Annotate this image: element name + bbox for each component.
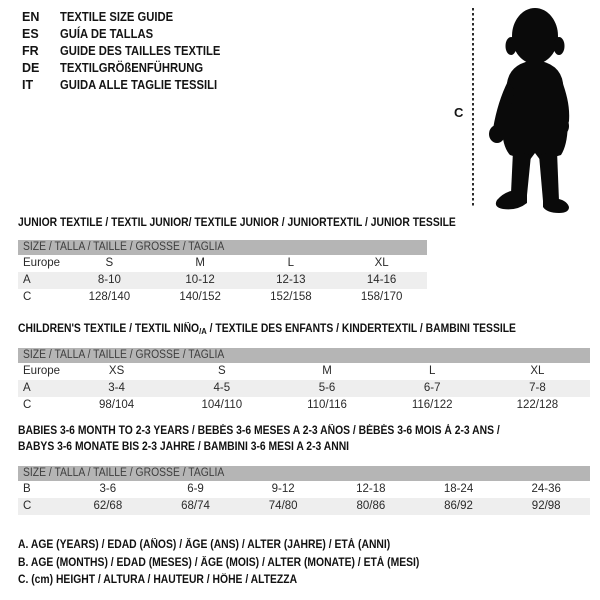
- table-title-text: [18, 423, 500, 439]
- footnote-row: [18, 555, 464, 573]
- table-cell: 7-8: [529, 382, 546, 394]
- height-measure-dotted-line: [472, 8, 474, 208]
- table-cell: 92/98: [531, 500, 561, 512]
- table-cell: 10-12: [185, 274, 215, 286]
- table-cell: 128/140: [88, 291, 131, 303]
- table-cell: 5-6: [318, 382, 336, 394]
- size-table: [18, 348, 590, 414]
- table-cell: 14-16: [366, 274, 397, 286]
- footnote-text: A. AGE (YEARS) / EDAD (AÑOS) / ÂGE (ANS) / ALTER (JAHRE) / ETÀ (ANNI): [18, 539, 391, 551]
- footnote-text: C. (cm) HEIGHT / ALTURA / HAUTEUR / HÖHE / ALTEZZA: [18, 574, 298, 586]
- language-label: GUIDE DES TAILLES TEXTILE: [60, 44, 221, 58]
- size-header-bar: [18, 466, 590, 481]
- row-label: C: [23, 291, 32, 303]
- table-cell: 74/80: [268, 500, 298, 512]
- table-row: [18, 380, 590, 397]
- language-row: [22, 9, 238, 26]
- table-cell: XL: [374, 257, 389, 269]
- table-title: [18, 439, 590, 455]
- size-header-bar: [18, 348, 590, 363]
- table-cell: 9-12: [271, 483, 295, 495]
- size-header-label: SIZE / TALLA / TAILLE / GRÖSSE / TAGLIA: [23, 467, 225, 479]
- language-row: [22, 77, 238, 94]
- section-junior-textile: [18, 215, 456, 306]
- section-childrens-textile: [18, 321, 590, 414]
- table-row: [18, 255, 427, 272]
- table-cell: 68/74: [181, 500, 210, 512]
- section-babies-textile: [18, 423, 590, 515]
- size-header-label: SIZE / TALLA / TAILLE / GRÖSSE / TAGLIA: [23, 349, 225, 361]
- row-label: B: [23, 483, 31, 495]
- table-cell: L: [429, 365, 436, 377]
- table-cell: 6-7: [423, 382, 441, 394]
- table-cell: M: [195, 257, 205, 269]
- table-cell: M: [322, 365, 332, 377]
- table-cell: 12-13: [276, 274, 306, 286]
- footnote-text: B. AGE (MONTHS) / EDAD (MESES) / ÂGE (MOIS) / ALTER (MONATE) / ETÀ (MESI): [18, 556, 420, 569]
- table-row: [18, 363, 590, 380]
- language-code: FR: [22, 44, 39, 58]
- toddler-silhouette-icon: [477, 3, 593, 215]
- language-code: EN: [22, 10, 40, 24]
- table-cell: 86/92: [444, 500, 473, 512]
- table-cell: 152/158: [270, 291, 312, 303]
- table-cell: 18-24: [443, 483, 474, 495]
- table-title-segment: BABIES 3-6 MONTH TO 2-3 YEARS / BEBÉS 3-6 MESES A 2-3 AÑOS / BÉBÉS 3-6 MOIS À 2-3 ANS /: [18, 425, 500, 437]
- table-title-text: [18, 321, 516, 339]
- table-row: [18, 272, 427, 289]
- table-title-subscript: /A: [199, 326, 207, 336]
- footnote-row: [18, 537, 464, 555]
- table-cell: XS: [108, 365, 125, 377]
- table-row: [18, 498, 590, 515]
- table-cell: 6-9: [187, 483, 204, 495]
- language-label: GUIDA ALLE TAGLIE TESSILI: [60, 78, 218, 92]
- language-code: DE: [22, 61, 40, 75]
- size-header-bar: [18, 240, 427, 255]
- table-cell: 122/128: [516, 399, 559, 411]
- table-cell: 62/68: [93, 500, 123, 512]
- table-cell: 98/104: [99, 399, 135, 411]
- table-cell: 24-36: [531, 483, 561, 495]
- table-cell: 158/170: [360, 291, 403, 303]
- table-title-segment: JUNIOR TEXTILE / TEXTIL JUNIOR/ TEXTILE JUNIOR / JUNIORTEXTIL / JUNIOR TESSILE: [18, 217, 456, 229]
- size-header-label: SIZE / TALLA / TAILLE / GRÖSSE / TAGLIA: [23, 241, 225, 253]
- table-cell: 3-6: [99, 483, 117, 495]
- language-code: IT: [22, 78, 34, 92]
- row-label: C: [23, 399, 32, 411]
- table-cell: 116/122: [411, 399, 453, 411]
- table-title-segment: BABYS 3-6 MONATE BIS 2-3 JAHRE / BAMBINI 3-6 MESI A 2-3 ANNI: [18, 441, 350, 453]
- language-label: GUÍA DE TALLAS: [60, 27, 154, 41]
- language-label: TEXTILE SIZE GUIDE: [60, 10, 174, 24]
- footnote-row: [18, 572, 464, 590]
- table-row: [18, 289, 427, 306]
- table-cell: 104/110: [201, 399, 243, 411]
- size-table: [18, 240, 427, 306]
- table-cell: 140/152: [179, 291, 221, 303]
- table-cell: XL: [530, 365, 545, 377]
- language-row: [22, 60, 238, 77]
- table-title: [18, 423, 590, 439]
- table-title: [18, 321, 590, 339]
- table-row: [18, 481, 590, 498]
- table-cell: 110/116: [307, 399, 347, 411]
- language-code: ES: [22, 27, 39, 41]
- language-row: [22, 43, 238, 60]
- table-cell: 3-4: [108, 382, 125, 394]
- table-title-segment: CHILDREN'S TEXTILE / TEXTIL NIÑO: [18, 323, 200, 335]
- language-label: TEXTILGRÖßENFÜHRUNG: [60, 61, 204, 75]
- row-label: C: [23, 500, 32, 512]
- language-list: [22, 9, 238, 94]
- row-label: Europe: [23, 257, 61, 269]
- language-row: [22, 26, 238, 43]
- table-cell: L: [287, 257, 295, 269]
- row-label: A: [23, 382, 31, 394]
- size-table: [18, 466, 590, 515]
- table-title: [18, 215, 456, 231]
- row-label: A: [23, 274, 31, 286]
- table-cell: 80/86: [356, 500, 386, 512]
- table-cell: 4-5: [213, 382, 231, 394]
- height-measure-label: C: [454, 105, 464, 120]
- table-cell: 8-10: [97, 274, 121, 286]
- table-title-text: [18, 215, 456, 231]
- table-cell: S: [105, 257, 114, 269]
- table-title-segment: / TEXTILE DES ENFANTS / KINDERTEXTIL / BAMBINI TESSILE: [206, 323, 516, 335]
- row-label: Europe: [23, 365, 61, 377]
- table-cell: 12-18: [356, 483, 386, 495]
- table-title-text: [18, 439, 349, 455]
- table-cell: S: [217, 365, 226, 377]
- table-row: [18, 397, 590, 414]
- footnote-list: [18, 537, 464, 590]
